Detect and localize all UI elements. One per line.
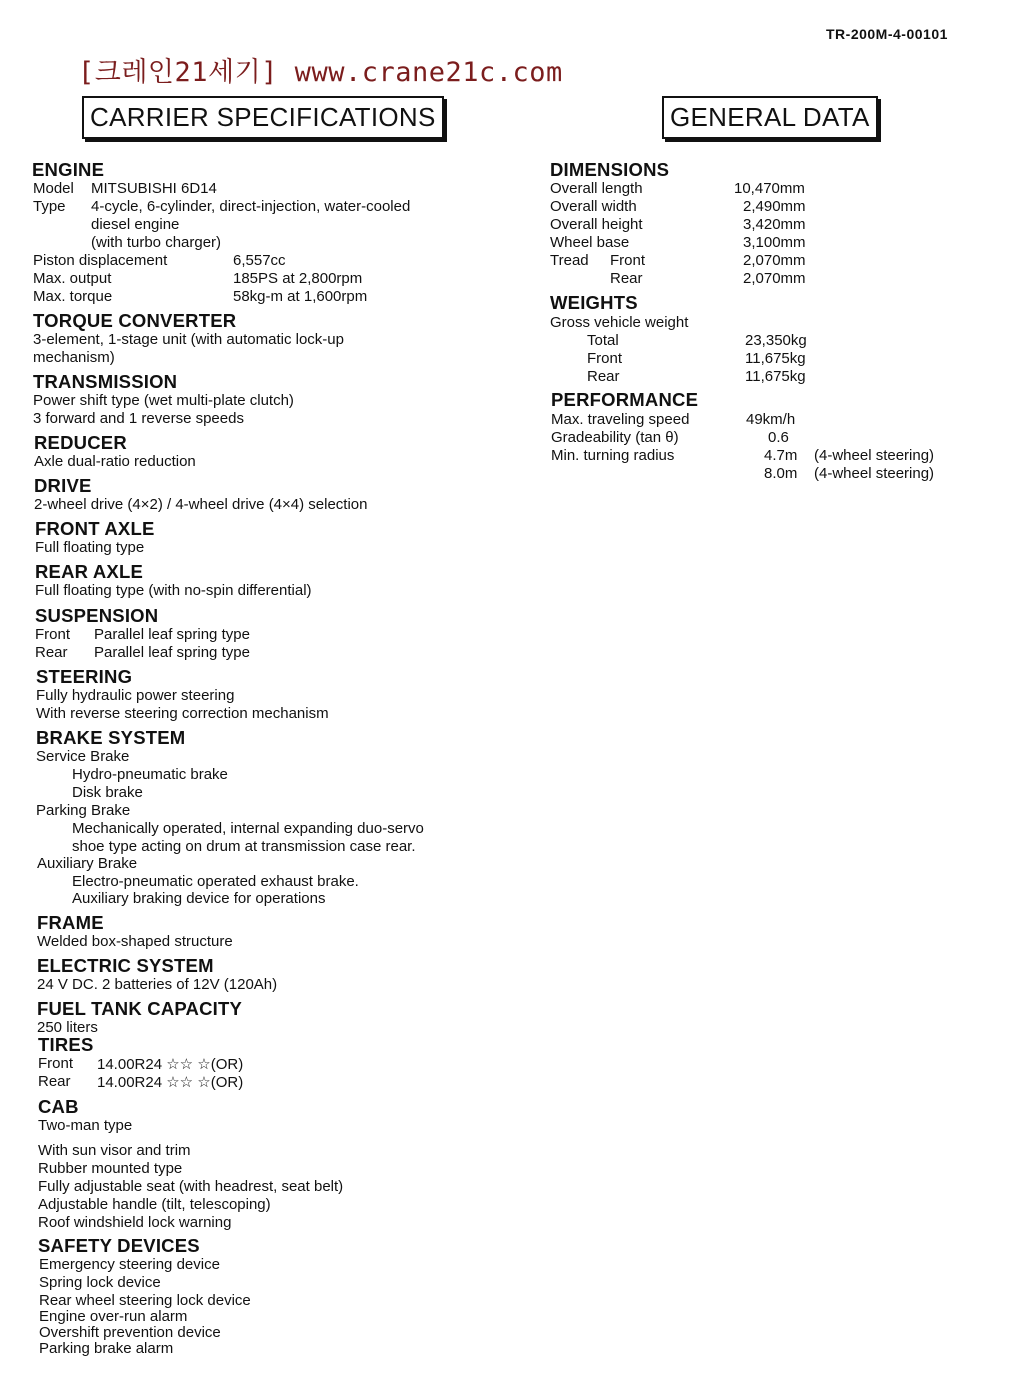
- max-output-value: 185PS at 2,800rpm: [233, 270, 363, 287]
- tires-rear-label: Rear: [38, 1073, 71, 1090]
- torque-converter-heading: TORQUE CONVERTER: [33, 310, 237, 331]
- gradeability-value: 0.6: [768, 429, 789, 446]
- overall-height-value: 3,420mm: [743, 216, 806, 233]
- tread-front-label: Front: [610, 252, 646, 269]
- turning-radius-value: 8.0m: [764, 465, 798, 482]
- suspension-front-value: Parallel leaf spring type: [94, 626, 250, 643]
- weight-rear-label: Rear: [587, 368, 620, 385]
- engine-model-label: Model: [33, 180, 74, 197]
- reducer-heading: REDUCER: [34, 432, 127, 453]
- tread-rear-value: 2,070mm: [743, 270, 806, 287]
- parking-brake-label: Parking Brake: [36, 802, 131, 819]
- overall-width-label: Overall width: [550, 198, 637, 215]
- performance-heading: PERFORMANCE: [551, 389, 699, 410]
- watermark: [크레인21세기] www.crane21c.com: [78, 57, 563, 88]
- drive-line: 2-wheel drive (4×2) / 4-wheel drive (4×4) selection: [34, 496, 368, 513]
- cab-line: Adjustable handle (tilt, telescoping): [38, 1196, 271, 1213]
- max-torque-label: Max. torque: [33, 288, 113, 305]
- suspension-rear-value: Parallel leaf spring type: [94, 644, 250, 661]
- auxiliary-brake-line: Auxiliary braking device for operations: [72, 890, 326, 907]
- torque-converter-line: mechanism): [33, 349, 115, 366]
- safety-devices-line: Overshift prevention device: [39, 1324, 221, 1341]
- electric-system-heading: ELECTRIC SYSTEM: [37, 955, 214, 976]
- wheel-base-value: 3,100mm: [743, 234, 806, 251]
- service-brake-label: Service Brake: [36, 748, 130, 765]
- turning-radius-note: (4-wheel steering): [814, 465, 935, 482]
- frame-line: Welded box-shaped structure: [37, 933, 233, 950]
- engine-heading: ENGINE: [32, 159, 105, 180]
- cab-heading: CAB: [38, 1096, 79, 1117]
- drive-heading: DRIVE: [34, 475, 92, 496]
- transmission-line: Power shift type (wet multi-plate clutch): [33, 392, 294, 409]
- overall-length-value: 10,470mm: [734, 180, 805, 197]
- gradeability-label: Gradeability (tan θ): [551, 429, 679, 446]
- engine-type-line: (with turbo charger): [91, 234, 222, 251]
- steering-line: Fully hydraulic power steering: [36, 687, 235, 704]
- weight-front-value: 11,675kg: [745, 350, 806, 367]
- tires-heading: TIRES: [38, 1034, 94, 1055]
- engine-type-label: Type: [33, 198, 66, 215]
- max-output-label: Max. output: [33, 270, 112, 287]
- brake-system-heading: BRAKE SYSTEM: [36, 727, 186, 748]
- front-axle-heading: FRONT AXLE: [35, 518, 155, 539]
- overall-width-value: 2,490mm: [743, 198, 806, 215]
- electric-system-line: 24 V DC. 2 batteries of 12V (120Ah): [37, 976, 278, 993]
- cab-line: Rubber mounted type: [38, 1160, 183, 1177]
- gross-vehicle-weight-label: Gross vehicle weight: [550, 314, 689, 331]
- tires-front-label: Front: [38, 1055, 74, 1072]
- steering-line: With reverse steering correction mechanism: [36, 705, 329, 722]
- document-number: TR-200M-4-00101: [826, 26, 948, 42]
- transmission-line: 3 forward and 1 reverse speeds: [33, 410, 244, 427]
- rear-axle-heading: REAR AXLE: [35, 561, 144, 582]
- weight-total-label: Total: [587, 332, 619, 349]
- engine-model-value: MITSUBISHI 6D14: [91, 180, 217, 197]
- fuel-tank-line: 250 liters: [37, 1019, 98, 1036]
- rear-axle-line: Full floating type (with no-spin differential): [35, 582, 312, 599]
- safety-devices-line: Parking brake alarm: [39, 1340, 174, 1357]
- safety-devices-line: Rear wheel steering lock device: [39, 1292, 251, 1309]
- max-torque-value: 58kg-m at 1,600rpm: [233, 288, 368, 305]
- frame-heading: FRAME: [37, 912, 104, 933]
- weights-heading: WEIGHTS: [550, 292, 638, 313]
- safety-devices-line: Engine over-run alarm: [39, 1308, 188, 1325]
- tread-rear-label: Rear: [610, 270, 643, 287]
- suspension-heading: SUSPENSION: [35, 605, 159, 626]
- tires-front-value: 14.00R24 ☆☆ ☆(OR): [97, 1056, 244, 1073]
- suspension-rear-label: Rear: [35, 644, 68, 661]
- engine-type-line: 4-cycle, 6-cylinder, direct-injection, water-cooled: [91, 198, 411, 215]
- engine-type-line: diesel engine: [91, 216, 180, 233]
- max-traveling-speed-value: 49km/h: [746, 411, 796, 428]
- max-traveling-speed-label: Max. traveling speed: [551, 411, 690, 428]
- cab-line: Two-man type: [38, 1117, 133, 1134]
- auxiliary-brake-label: Auxiliary Brake: [37, 855, 138, 872]
- auxiliary-brake-line: Electro-pneumatic operated exhaust brake.: [72, 873, 359, 890]
- parking-brake-line: shoe type acting on drum at transmission case rear.: [72, 838, 416, 855]
- wheel-base-label: Wheel base: [550, 234, 630, 251]
- safety-devices-line: Spring lock device: [39, 1274, 161, 1291]
- cab-line: Roof windshield lock warning: [38, 1214, 232, 1231]
- turning-radius-value: 4.7m: [764, 447, 798, 464]
- piston-displacement-label: Piston displacement: [33, 252, 168, 269]
- suspension-front-label: Front: [35, 626, 71, 643]
- turning-radius-note: (4-wheel steering): [814, 447, 935, 464]
- dimensions-heading: DIMENSIONS: [550, 159, 670, 180]
- transmission-heading: TRANSMISSION: [33, 371, 178, 392]
- tread-front-value: 2,070mm: [743, 252, 806, 269]
- torque-converter-line: 3-element, 1-stage unit (with automatic lock-up: [33, 331, 344, 348]
- service-brake-line: Hydro-pneumatic brake: [72, 766, 228, 783]
- cab-line: With sun visor and trim: [38, 1142, 191, 1159]
- parking-brake-line: Mechanically operated, internal expanding duo-servo: [72, 820, 424, 837]
- weight-front-label: Front: [587, 350, 623, 367]
- safety-devices-line: Emergency steering device: [39, 1256, 220, 1273]
- tread-label: Tread: [550, 252, 589, 269]
- front-axle-line: Full floating type: [35, 539, 145, 556]
- weight-rear-value: 11,675kg: [745, 368, 806, 385]
- general-data-title: GENERAL DATA: [662, 96, 878, 139]
- fuel-tank-heading: FUEL TANK CAPACITY: [37, 998, 243, 1019]
- service-brake-line: Disk brake: [72, 784, 143, 801]
- cab-line: Fully adjustable seat (with headrest, seat belt): [38, 1178, 344, 1195]
- overall-height-label: Overall height: [550, 216, 643, 233]
- reducer-line: Axle dual-ratio reduction: [34, 453, 196, 470]
- safety-devices-heading: SAFETY DEVICES: [38, 1235, 200, 1256]
- tires-rear-value: 14.00R24 ☆☆ ☆(OR): [97, 1074, 244, 1091]
- overall-length-label: Overall length: [550, 180, 643, 197]
- min-turning-radius-label: Min. turning radius: [551, 447, 675, 464]
- steering-heading: STEERING: [36, 666, 133, 687]
- piston-displacement-value: 6,557cc: [233, 252, 286, 269]
- carrier-specifications-title: CARRIER SPECIFICATIONS: [82, 96, 444, 139]
- weight-total-value: 23,350kg: [745, 332, 807, 349]
